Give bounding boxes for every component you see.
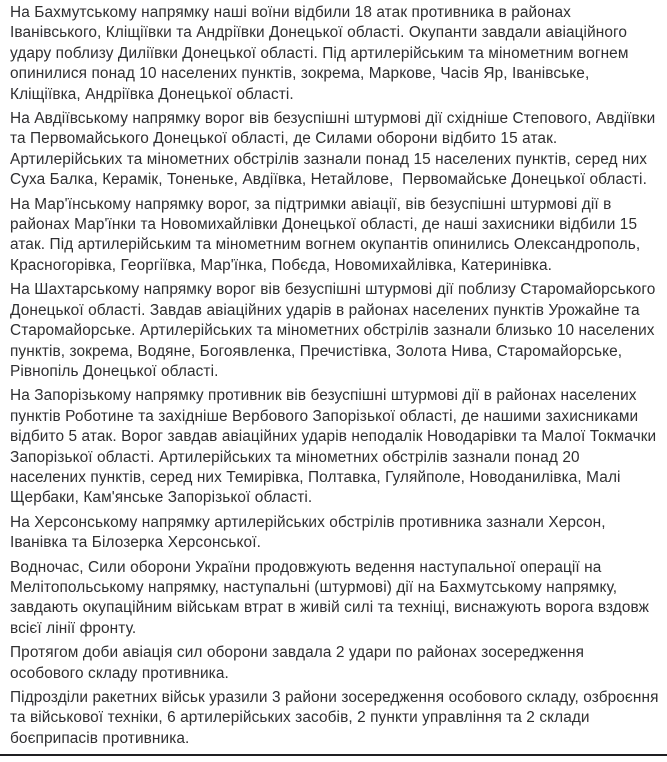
- paragraph-offensive-operation: Водночас, Сили оборони України продовжують ведення наступальної операції на Мелітопольському напрямку, наступальні (штурмові) дії на Бахмутському напрямку, завдають окупаційним військам втрат в живій силі та техніці, виснажують ворога вздовж всієї лінії фронту.: [10, 558, 654, 637]
- bottom-divider: [0, 754, 667, 756]
- paragraph-aviation-strikes: Протягом доби авіація сил оборони завдала 2 удари по районах зосередження особового складу противника.: [10, 644, 589, 682]
- paragraph-bakhmut-direction: На Бахмутському напрямку наші воїни відбили 18 атак противника в районах Іванівського, Кліщіївки та Андріївки Донецької області. Окупанти завдали авіаційного удару поблизу Диліївки Донецької області. Під артилерійським та мінометним вогнем опинилися понад 10 населених пунктів, зокрема, Маркове, Часів Яр, Іванівське, Кліщіївка, Андріївка Донецької області.: [10, 4, 633, 103]
- paragraph-shakhtarsk-direction: На Шахтарському напрямку ворог вів безуспішні штурмові дії поблизу Старомайорського Донецької області. Завдав авіаційних ударів в районах населених пунктів Урожайне та Старомайорське. Артилерійських та мінометних обстрілів зазнали близько 10 населених пунктів, зокрема, Водяне, Богоявленка, Пречистівка, Золота Нива, Старомайорське, Рівнопіль Донецької області.: [10, 281, 660, 380]
- paragraph-marinka-direction: На Мар'їнському напрямку ворог, за підтримки авіації, вів безуспішні штурмові дії в районах Мар'їнки та Новомихайлівки Донецької області, де наші захисники відбили 15 атак. Під артилерійським та мінометним вогнем окупантів опинились Олександрополь, Красногорівка, Георгіївка, Мар'їнка, Побєда, Новомихайлівка, Катеринівка.: [10, 195, 645, 274]
- paragraph-kherson-direction: На Херсонському напрямку артилерійських обстрілів противника зазнали Херсон, Іванівка та Білозерка Херсонської.: [10, 513, 611, 552]
- situation-report-text: [10, 3, 663, 753]
- paragraph-zaporizhzhia-direction: На Запорізькому напрямку противник вів безуспішні штурмові дії в районах населених пунктів Роботине та західніше Вербового Запорізької області, де нашими захисниками відбито 5 атак. Ворог завдав авіаційних ударів неподалік Новодарівки та Малої Токмачки Запорізької області. Артилерійських та мінометних обстрілів зазнали понад 20 населених пунктів, серед них Темирівка, Полтавка, Гуляйполе, Новоданилівка, Малі Щербаки, Кам'янське Запорізької області.: [10, 387, 661, 507]
- paragraph-avdiivka-direction: На Авдіївському напрямку ворог вів безуспішні штурмові дії східніше Степового, Авдіївки та Первомайського Донецької області, де Силами оборони відбито 15 атак. Артилерійських та мінометних обстрілів зазнали понад 15 населених пунктів, серед них Суха Балка, Керамік, Тоненьке, Авдіївка, Нетайлове, Первомайське Донецької області.: [10, 110, 660, 189]
- paragraph-missile-forces-strikes: Підрозділи ракетних військ уразили 3 райони зосередження особового складу, озброєння та військової техніки, 6 артилерійських засобів, 2 пункти управління та 2 склади боєприпасів противника.: [10, 689, 663, 747]
